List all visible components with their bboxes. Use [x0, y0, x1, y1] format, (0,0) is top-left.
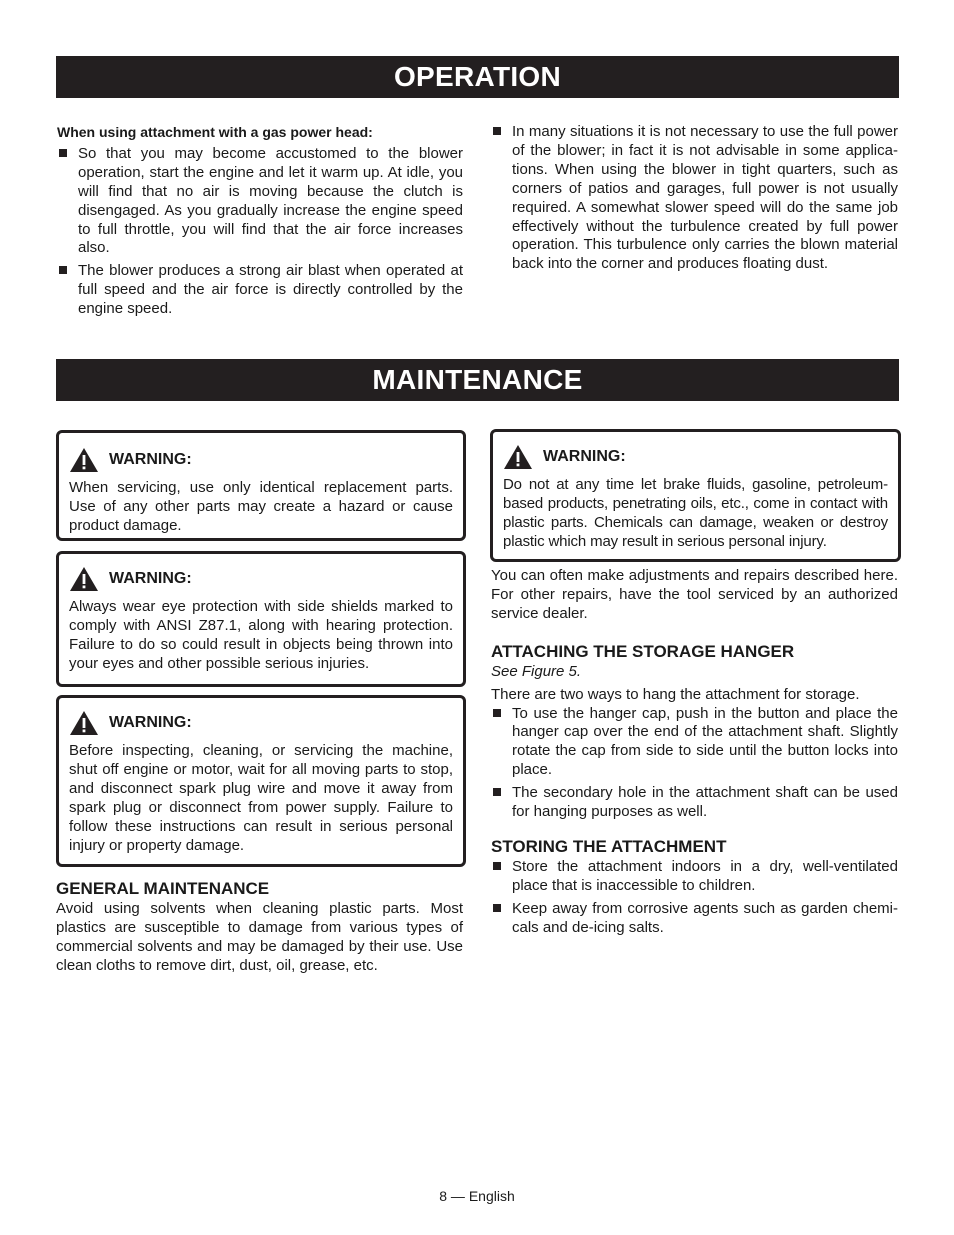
list-item: Keep away from corrosive agents such as garden chemicals and de-icing salts. [491, 900, 898, 938]
storing-attachment-heading: STORING THE ATTACHMENT [491, 836, 727, 856]
operation-right-column [491, 123, 898, 278]
list-item: To use the hanger cap, push in the button and place the hanger cap over the end of the attachment shaft. Slightly rotate the cap from side to side until the button locks into place. [491, 705, 898, 781]
warning-header [69, 447, 453, 473]
operation-lead: When using attachment with a gas power head: [57, 124, 373, 140]
warning-triangle-icon [69, 566, 99, 592]
list-item: So that you may become accustomed to the blower operation, start the engine and let it warm up. At idle, you will find that no air is moving because the clutch is disengaged. As you gradually increase the engine speed to full throttle, you will find that the air force increases also. [57, 145, 463, 258]
warning-header [503, 444, 888, 470]
warning-triangle-icon [503, 444, 533, 470]
operation-right-list [491, 123, 898, 274]
list-item: In many situations it is not necessary to use the full power of the blower; in fact it is not advisable in some applications. When using the blower in tight quarters, such as corners of patios and garages, full power is not usually required. A somewhat slower speed will do the same job effectively without the turbulence created by full power operation. This turbulence only carries the blown material back into the corner and produces floating dust. [491, 123, 898, 274]
warning-box-servicing [56, 695, 466, 867]
general-maintenance-section [56, 878, 463, 976]
warning-box-replacement-parts [56, 430, 466, 541]
storage-hanger-heading: ATTACHING THE STORAGE HANGER [491, 641, 795, 661]
warning-text: Do not at any time let brake fluids, gasoline, petroleum-based products, penetrating oils, etc., come in contact with plastic parts. Chemicals can damage, weaken or destroy plastic which may result in serious personal injury. [503, 476, 888, 550]
bullet-square-icon [493, 127, 501, 135]
warning-label: WARNING: [109, 569, 192, 587]
warning-triangle-icon [69, 447, 99, 473]
bullet-square-icon [59, 266, 67, 274]
warning-header [69, 710, 453, 736]
bullet-square-icon [493, 904, 501, 912]
list-item: Store the attachment indoors in a dry, well-ventilated place that is inaccessible to children. [491, 858, 898, 896]
list-item: The blower produces a strong air blast when operated at full speed and the air force is directly controlled by the engine speed. [57, 262, 463, 319]
bullet-square-icon [59, 149, 67, 157]
warning-label: WARNING: [543, 447, 626, 465]
bullet-square-icon [493, 788, 501, 796]
operation-left-list [57, 145, 463, 319]
general-maintenance-heading: GENERAL MAINTENANCE [56, 879, 270, 898]
operation-left-column [57, 123, 463, 323]
warning-header [69, 566, 453, 592]
list-item: The secondary hole in the attachment shaft can be used for hanging purposes as well. [491, 784, 898, 822]
warning-box-eye-protection [56, 551, 466, 687]
see-figure-note: See Figure 5. [491, 662, 582, 680]
maintenance-right-column [491, 567, 898, 942]
storage-hanger-list [491, 705, 898, 822]
warning-text: When servicing, use only identical replacement parts. Use of any other parts may create a hazard or cause product damage. [69, 479, 453, 534]
storage-hanger-intro: There are two ways to hang the attachment for storage. [491, 685, 860, 703]
maintenance-banner: MAINTENANCE [56, 359, 899, 401]
warning-text: Before inspecting, cleaning, or servicing the machine, shut off engine or motor, wait for all moving parts to stop, and disconnect spark plug wire and move it away from spark plug or disconnect from power supply. Failure to follow these instructions can result in serious personal injury or property damage. [69, 742, 453, 854]
bullet-square-icon [493, 709, 501, 717]
bullet-square-icon [493, 862, 501, 870]
general-maintenance-text: Avoid using solvents when cleaning plastic parts. Most plastics are susceptible to damage from various types of commercial solvents and may be damaged by their use. Use clean cloths to remove dirt, dust, oil, grease, etc. [56, 900, 463, 974]
warning-triangle-icon [69, 710, 99, 736]
page-footer: 8 — English [439, 1188, 515, 1204]
warning-box-chemicals [490, 429, 901, 562]
operation-banner: OPERATION [56, 56, 899, 98]
maintenance-intro: You can often make adjustments and repairs described here. For other repairs, have the tool serviced by an authorized service dealer. [491, 567, 898, 622]
storing-attachment-list [491, 858, 898, 938]
warning-label: WARNING: [109, 450, 192, 468]
warning-text: Always wear eye protection with side shields marked to comply with ANSI Z87.1, along with hearing protection. Failure to do so could result in objects being thrown into your eyes and other possible serious injuries. [69, 598, 453, 672]
warning-label: WARNING: [109, 713, 192, 731]
